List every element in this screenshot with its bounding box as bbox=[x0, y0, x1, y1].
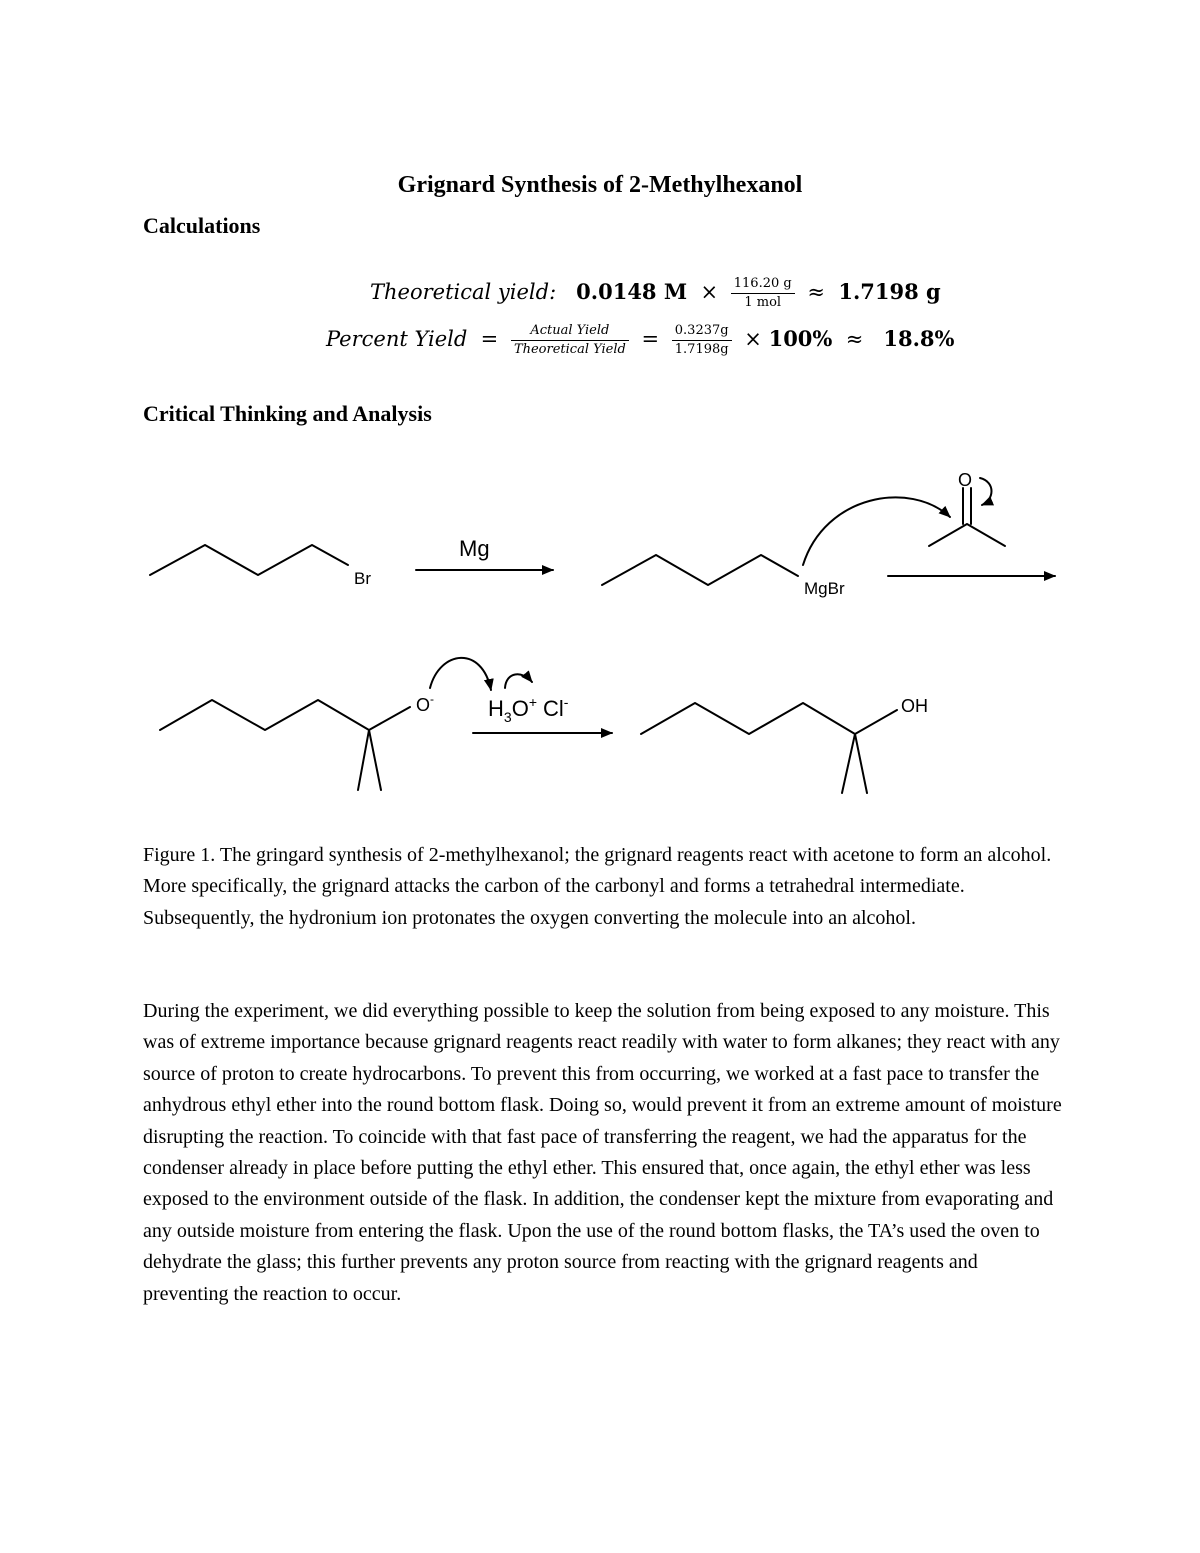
fraction-numerator: 116.20 g bbox=[731, 275, 795, 294]
figure-caption-text: Figure 1. The gringard synthesis of 2-methylhexanol; the grignard reagents react with acetone to form an alcohol. More specifically, the grignard attacks the carbon of the carbonyl and forms a tetrahedral intermediate. Subsequently, the hydronium ion protonates the oxygen converting the molecule into an alcohol. bbox=[143, 844, 1052, 929]
acetone-skeleton bbox=[929, 524, 1005, 546]
analysis-heading: Critical Thinking and Analysis bbox=[143, 401, 432, 426]
approx-sign: ≈ bbox=[845, 327, 864, 351]
molar-mass-fraction bbox=[731, 275, 795, 312]
times-sign: × bbox=[700, 280, 719, 304]
body-paragraph-text: During the experiment, we did everything possible to keep the solution from being exposed to any moisture. This was of extreme importance because grignard reagents react readily with water to form alkanes; they react with any source of proton to create hydrocarbons. To prevent this from occurring, we worked at a fast pace to transfer the anhydrous ethyl ether into the round bottom flask. Doing so, would prevent it from an extreme amount of moisture disrupting the reaction. To coincide with that fast pace of transferring the reagent, we had the apparatus for the condenser already in place before putting the ethyl ether. This ensured that, once again, the ethyl ether was less exposed to the environment outside of the flask. In addition, the condenser kept the mixture from evaporating and any outside moisture from entering the flask. Upon the use of the round bottom flasks, the TA’s used the oven to dehydrate the glass; this further prevents any proton source from reacting with the grignard reagents and preventing the reaction to occur. bbox=[143, 1000, 1062, 1305]
hydroxyl-label: OH bbox=[901, 696, 928, 716]
proton-transfer-arrow bbox=[430, 658, 491, 690]
equals-sign: = bbox=[641, 327, 660, 351]
page-title: Grignard Synthesis of 2-Methylhexanol bbox=[397, 172, 803, 198]
theoretical-moles: 0.0148 M bbox=[576, 279, 688, 304]
hydronium-electron-arrow bbox=[505, 674, 532, 688]
nucleophilic-attack-arrow bbox=[803, 497, 950, 565]
fraction-denominator: 1.7198g bbox=[674, 342, 729, 357]
fraction-denominator: Theoretical Yield bbox=[513, 342, 626, 357]
theoretical-result: 1.7198 g bbox=[838, 279, 941, 304]
alkoxide-chain bbox=[160, 700, 410, 730]
product-methyls bbox=[842, 734, 867, 793]
percent-result: 18.8% bbox=[883, 326, 955, 351]
equals-sign: = bbox=[480, 327, 499, 351]
percent-yield-label: Percent Yield bbox=[326, 327, 468, 351]
carbonyl-electron-arrow bbox=[980, 478, 992, 505]
fraction-numerator: 0.3237g bbox=[672, 322, 732, 341]
figure-caption bbox=[143, 840, 1068, 934]
percent-yield-equation bbox=[326, 322, 954, 359]
mgbr-label: MgBr bbox=[804, 579, 845, 598]
carbonyl-oxygen-label: O bbox=[958, 470, 973, 490]
times-sign: × bbox=[744, 327, 762, 351]
alkoxide-methyls bbox=[358, 730, 381, 790]
alkoxide-oxygen-label: O- bbox=[416, 692, 435, 715]
mass-ratio-fraction bbox=[672, 322, 732, 359]
theoretical-yield-equation bbox=[370, 275, 941, 312]
approx-sign: ≈ bbox=[807, 280, 826, 304]
bromobutane-chain bbox=[150, 545, 348, 575]
bromine-label: Br bbox=[354, 569, 371, 588]
product-chain bbox=[641, 703, 897, 734]
grignard-chain bbox=[602, 555, 798, 585]
fraction-denominator: 1 mol bbox=[744, 295, 782, 310]
calculations-heading: Calculations bbox=[143, 213, 261, 238]
theoretical-yield-label: Theoretical yield: bbox=[370, 280, 557, 304]
hydronium-chloride-label: $H_3O^+$ Cl- bbox=[488, 694, 569, 725]
reaction-scheme bbox=[0, 455, 1200, 800]
magnesium-reagent-label: Mg bbox=[459, 536, 490, 561]
yield-ratio-fraction bbox=[511, 322, 629, 359]
fraction-numerator: Actual Yield bbox=[511, 322, 629, 341]
body-paragraph bbox=[143, 996, 1068, 1310]
hundred-percent: 100% bbox=[768, 326, 833, 351]
